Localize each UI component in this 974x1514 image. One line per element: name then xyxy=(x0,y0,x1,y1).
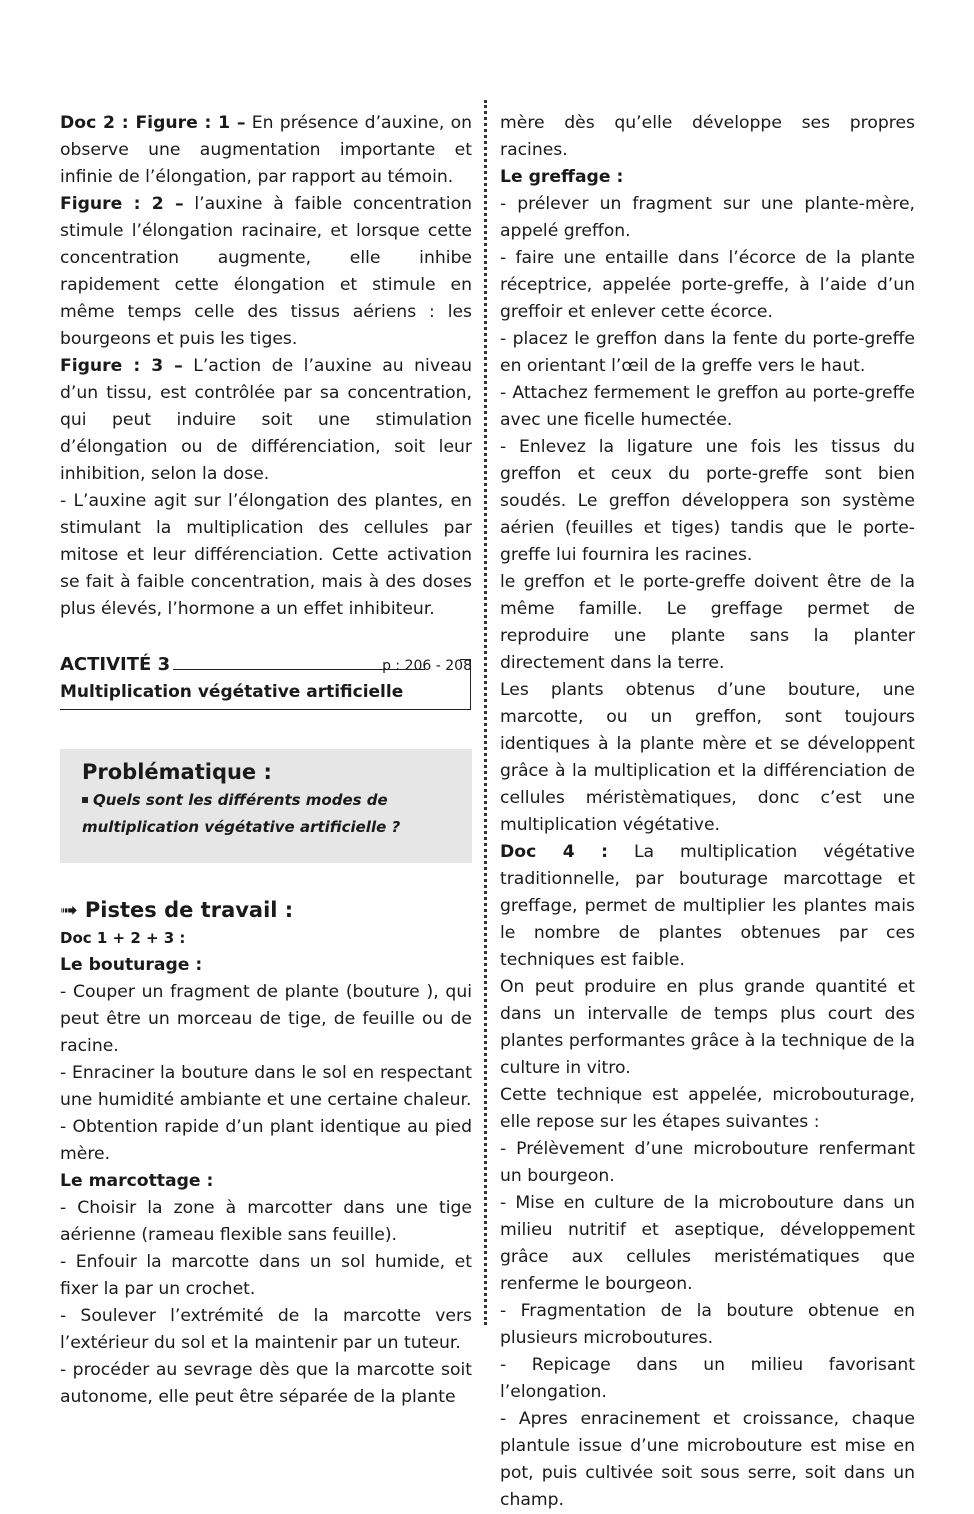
greffage-title-text: Le greffage : xyxy=(500,167,624,187)
microbouturage-step: - Mise en culture de la microbouture dans un milieu nutritif et aseptique, développement grâce aux cellules meristématiques que renferme le bourgeon. xyxy=(500,1193,915,1294)
microbouturage-step: - Prélèvement d’une microbouture renfermant un bourgeon. xyxy=(500,1139,915,1186)
right-column xyxy=(500,110,915,1514)
problematique-box xyxy=(60,749,472,863)
microbouturage-step: - Fragmentation de la bouture obtenue en plusieurs microboutures. xyxy=(500,1301,915,1348)
paragraph: On peut produire en plus grande quantité et dans un intervalle de temps plus court des plantes performantes grâce à la technique de la culture in vitro. xyxy=(500,977,915,1078)
marcottage-title xyxy=(60,1168,472,1195)
column-divider xyxy=(484,100,487,1325)
figure3-label: Figure : 3 – xyxy=(60,356,183,376)
bouturage-title xyxy=(60,952,472,979)
doc2-conclusion: - L’auxine agit sur l’élongation des plantes, en stimulant la multiplication des cellules par mitose et leur différenciation. Cette activation se fait à faible concentration, mais à des doses plus élevés, l’hormone a un effet inhibiteur. xyxy=(60,491,472,619)
bouturage-step: - Couper un fragment de plante (bouture ), qui peut être un morceau de tige, de feuille ou de racine. xyxy=(60,982,472,1056)
greffage-conclusion: Les plants obtenus d’une bouture, une marcotte, ou un greffon, sont toujours identiques à la plante mère et se développent grâce à la multiplication et la différenciation de cellules méristèmatiques, donc c’est une multiplication végétative. xyxy=(500,680,915,835)
doc2-figure3 xyxy=(60,353,472,488)
greffage-step: - Enlevez la ligature une fois les tissus du greffon et ceux du porte-greffe sont bien soudés. Le greffon développera son système aérien (feuilles et tiges) tandis que le porte-greffe lui fournira les racines. xyxy=(500,437,915,565)
marcottage-title-text: Le marcottage : xyxy=(60,1171,214,1191)
doc2-figure2 xyxy=(60,191,472,353)
problematique-title: Problématique : xyxy=(82,760,272,784)
microbouturage-step: - Repicage dans un milieu favorisant l’elongation. xyxy=(500,1355,915,1402)
figure3-text: L’action de l’auxine au niveau d’un tissu, est contrôlée par sa concentration, qui peut induire soit une stimulation d’élongation ou de différenciation, soit leur inhibition, selon la dose. xyxy=(60,356,472,484)
continuation-text: mère dès qu’elle développe ses propres racines. xyxy=(500,113,915,160)
figure1-text: En présence d’auxine, on observe une augmentation importante et infinie de l’élongation, par rapport au témoin. xyxy=(60,113,473,187)
activity-header xyxy=(60,651,472,721)
bouturage-title-text: Le bouturage : xyxy=(60,955,203,975)
figure1-label: Figure : 1 – xyxy=(135,113,246,133)
activity-title: ACTIVITÉ 3 xyxy=(60,654,171,675)
doc2-figure1 xyxy=(60,110,472,191)
greffage-step: - faire une entaille dans l’écorce de la plante réceptrice, appelée porte-greffe, à l’aide d’un greffoir et enlever cette écorce. xyxy=(500,248,915,322)
marcottage-step: - Soulever l’extrémité de la marcotte vers l’extérieur du sol et la maintenir par un tuteur. xyxy=(60,1306,472,1353)
doc4-paragraph xyxy=(500,839,915,974)
bouturage-step: - Enraciner la bouture dans le sol en respectant une humidité ambiante et une certaine chaleur. xyxy=(60,1063,472,1110)
question-text: Quels sont les différents modes de multiplication végétative artificielle ? xyxy=(82,791,401,836)
left-column xyxy=(60,110,472,1411)
marcottage-step: - Choisir la zone à marcotter dans une tige aérienne (rameau flexible sans feuille). xyxy=(60,1198,472,1245)
greffage-note: le greffon et le porte-greffe doivent être de la même famille. Le greffage permet de reproduire une plante sans la planter directement dans la terre. xyxy=(500,572,915,673)
bouturage-step: - Obtention rapide d’un plant identique au pied mère. xyxy=(60,1117,472,1164)
activity-subtitle: Multiplication végétative artificielle xyxy=(60,682,404,702)
activity-pages: p : 206 - 208 xyxy=(382,658,472,674)
doc4-text: La multiplication végétative traditionnelle, par bouturage marcottage et greffage, permet de multiplier les plantes mais le nombre de plantes obtenues par ces techniques est faible. xyxy=(500,842,915,970)
figure2-text: l’auxine à faible concentration stimule l’élongation racinaire, et lorsque cette concentration augmente, elle inhibe rapidement cette élongation et stimule en même temps celle des tissus aériens : les bourgeons et puis les tiges. xyxy=(60,194,472,349)
doc4-label: Doc 4 : xyxy=(500,842,609,862)
microbouturage-step: - Apres enracinement et croissance, chaque plantule issue d’une microbouture est mise en pot, puis cultivée soit sous serre, soit dans un champ. xyxy=(500,1409,915,1510)
greffage-step: - placez le greffon dans la fente du porte-greffe en orientant l’œil de la greffe vers le haut. xyxy=(500,329,915,376)
pistes-title: ➟ Pistes de travail : xyxy=(60,898,294,922)
square-bullet-icon xyxy=(82,797,88,803)
doc2-label: Doc 2 : xyxy=(60,113,136,133)
greffage-step: - prélever un fragment sur une plante-mère, appelé greffon. xyxy=(500,194,915,241)
marcottage-step: - procéder au sevrage dès que la marcotte soit autonome, elle peut être séparée de la plante xyxy=(60,1360,472,1407)
greffage-step: - Attachez fermement le greffon au porte-greffe avec une ficelle humectée. xyxy=(500,383,915,430)
figure2-label: Figure : 2 – xyxy=(60,194,184,214)
docs-label-text: Doc 1 + 2 + 3 : xyxy=(60,929,186,947)
docs-label xyxy=(60,925,472,952)
marcottage-step: - Enfouir la marcotte dans un sol humide, et fixer la par un crochet. xyxy=(60,1252,472,1299)
greffage-title xyxy=(500,164,915,191)
paragraph: Cette technique est appelée, microbouturage, elle repose sur les étapes suivantes : xyxy=(500,1085,915,1132)
problematique-question xyxy=(82,787,450,841)
